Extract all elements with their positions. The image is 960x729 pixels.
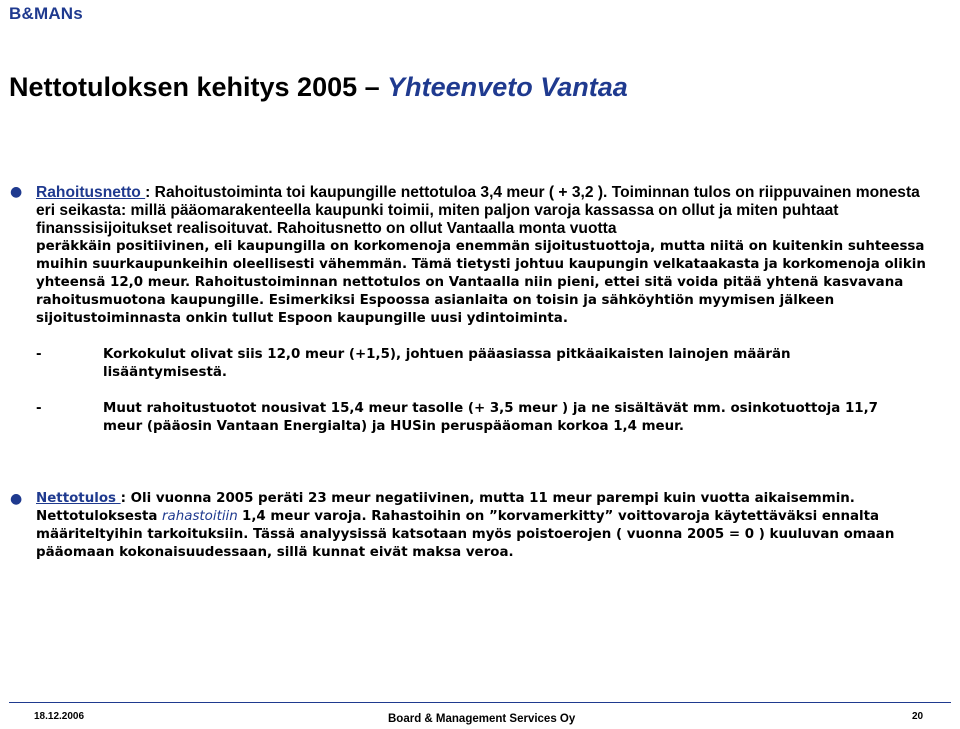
rahastoitiin-emphasis: rahastoitiin xyxy=(162,509,243,524)
bullet-nettotulos xyxy=(10,490,926,562)
bullet-nettotulos-text-b: 1,4 meur varoja. Rahastoihin on ”korvamerkitty” voittovaroja käytettäväksi ennalta määriteltyihin tarkoituksiin. Tässä analyysissä katsotaan myös poistoerojen ( vuonna 2005 = 0 ) kuuluvan omaan pääomaan kokonaisuudessaan, sillä kunnat eivät maksa veroa. xyxy=(36,509,895,560)
bullet-dot-icon: ● xyxy=(10,491,23,507)
footer-divider xyxy=(9,702,951,703)
nettotulos-link[interactable]: Nettotulos xyxy=(36,491,121,506)
page-title xyxy=(9,72,628,103)
title-subtitle: Yhteenveto Vantaa xyxy=(387,72,628,102)
dash-marker: - xyxy=(36,401,42,416)
bullet-rahoitusnetto xyxy=(10,184,926,328)
bullet-rahoitusnetto-text-a: : Rahoitustoiminta toi kaupungille nettotuloa 3,4 meur ( + 3,2 ). Toiminnan tulos on riippuvainen monesta eri seikasta: millä pääomarakenteella kaupunki toimii, miten paljon varoja kassassa on ollut ja miten puhtaat finanssisijoitukset realisoituvat. Rahoitusnetto on ollut Vantaalla monta vuotta xyxy=(36,184,920,237)
company-logo: B&MANs xyxy=(9,4,83,23)
bullet-nettotulos-text-a: : Oli vuonna 2005 peräti 23 meur negatiivinen, mutta 11 meur parempi kuin vuotta aikaisemmin. Nettotuloksesta xyxy=(36,491,855,524)
dash-item-korkokulut xyxy=(36,346,916,382)
rahoitusnetto-link[interactable]: Rahoitusnetto xyxy=(36,184,146,201)
dash-item-text: Muut rahoitustuotot nousivat 15,4 meur tasolle (+ 3,5 meur ) ja ne sisältävät mm. osinkotuottoja 11,7 meur (pääosin Vantaan Energialta) ja HUSin peruspääoman korkoa 1,4 meur. xyxy=(103,401,878,434)
bullet-dot-icon: ● xyxy=(10,184,23,200)
bullet-rahoitusnetto-part-a xyxy=(36,184,926,238)
dash-item-rahoitustuotot xyxy=(36,400,916,436)
footer-date: 18.12.2006 xyxy=(34,711,85,722)
title-main: Nettotuloksen kehitys 2005 – xyxy=(9,72,388,102)
dash-item-text: Korkokulut olivat siis 12,0 meur (+1,5), johtuen pääasiassa pitkäaikaisten lainojen määrän lisääntymisestä. xyxy=(103,347,791,380)
footer-company: Board & Management Services Oy xyxy=(388,713,576,725)
dash-marker: - xyxy=(36,347,42,362)
page-number: 20 xyxy=(912,711,924,722)
bullet-rahoitusnetto-part-b: peräkkäin positiivinen, eli kaupungilla on korkomenoja enemmän sijoitustuottoja, mutta niitä on kuitenkin suhteessa muihin suurkaupunkeihin oleellisesti vähemmän. Tämä tietysti johtuu kaupungin velkataakasta ja korkomenoja olikin yhteensä 12,0 meur. Rahoitustoiminnan nettotulos on Vantaalla niin pieni, ettei sitä voida pitää yhtenä kasvavana rahoitusmuotona kaupungille. Esimerkiksi Espoossa asianlaita on toisin ja sähköyhtiön myymisen jälkeen sijoitustoiminnasta onkin tullut Espoon kaupungille uusi ydintoiminta. xyxy=(36,239,926,326)
